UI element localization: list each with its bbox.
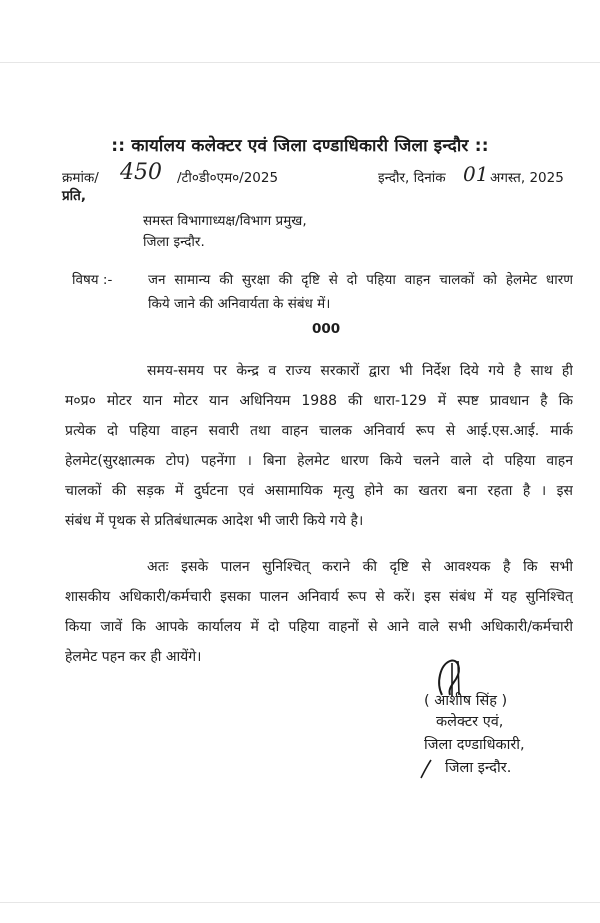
designation-collector: कलेक्टर एवं,	[436, 714, 504, 730]
body-paragraph-1-line: संबंध में पृथक से प्रतिबंधात्मक आदेश भी जारी किये गये है।	[65, 513, 364, 529]
subject-label: विषय :-	[72, 272, 113, 288]
body-paragraph-1-line: प्रत्येक दो पहिया वाहन सवारी तथा वाहन चालक अनिवार्य रूप से आई.एस.आई. मार्क	[65, 423, 573, 439]
designation-district-magistrate: जिला दण्डाधिकारी,	[424, 737, 525, 753]
subject-line-2: किये जाने की अनिवार्यता के संबंध में।	[148, 296, 331, 312]
scan-edge-top	[0, 62, 600, 63]
body-paragraph-1-line: समय-समय पर केन्द्र व राज्य सरकारों द्वारा भी निर्देश दिये गये है साथ ही	[147, 363, 573, 379]
body-paragraph-2-line: किया जावें कि आपके कार्यालय में दो पहिया वाहनों से आने वाले सभी अधिकारी/कर्मचारी	[65, 619, 573, 635]
place-date-label: इन्दौर, दिनांक	[378, 170, 446, 186]
body-paragraph-2	[65, 552, 573, 672]
body-paragraph-2-line: शासकीय अधिकारी/कर्मचारी इसका पालन अनिवार्य रूप से करें। इस संबंध में यह सुनिश्चित्	[65, 589, 573, 605]
office-title: :: कार्यालय कलेक्टर एवं जिला दण्डाधिकारी जिला इन्दौर ::	[111, 136, 489, 156]
recipient-line-1: समस्त विभागाध्यक्ष/विभाग प्रमुख,	[143, 213, 307, 229]
body-paragraph-1-line: हेलमेट(सुरक्षात्मक टोप) पहनेंगा । बिना हेलमेट धारण किये चलने वाले दो पहिया वाहन	[65, 453, 573, 469]
body-paragraph-1-line: चालकों की सड़क में दुर्घटना एवं असामायिक मृत्यु होने का खतरा बना रहता है । इस	[65, 483, 573, 499]
to-label: प्रति,	[62, 188, 87, 204]
reference-number-handwritten: 450	[120, 160, 162, 185]
date-day-handwritten: 01	[463, 162, 489, 186]
reference-suffix: /टी०डी०एम०/2025	[177, 170, 279, 186]
recipient-line-2: जिला इन्दौर.	[143, 234, 205, 250]
subject-line-1: जन सामान्य की सुरक्षा की दृष्टि से दो पहिया वाहन चालकों को हेलमेट धारण	[148, 272, 573, 288]
date-month-year: अगस्त, 2025	[490, 170, 564, 186]
subject-separator: 000	[312, 321, 341, 337]
body-paragraph-1	[65, 356, 573, 536]
pen-mark	[418, 758, 434, 780]
body-paragraph-1-line: म०प्र० मोटर यान मोटर यान अधिनियम 1988 की धारा-129 में स्पष्ट प्रावधान है कि	[65, 393, 573, 409]
body-paragraph-2-line: अतः इसके पालन सुनिश्चित् कराने की दृष्टि से आवश्यक है कि सभी	[147, 559, 573, 575]
body-paragraph-2-line: हेलमेट पहन कर ही आयेंगे।	[65, 649, 202, 665]
designation-district: जिला इन्दौर.	[445, 760, 512, 776]
scan-edge-bottom	[0, 902, 600, 903]
reference-prefix: क्रमांक/	[62, 170, 99, 186]
signatory-name: ( आशीष सिंह )	[424, 693, 508, 709]
